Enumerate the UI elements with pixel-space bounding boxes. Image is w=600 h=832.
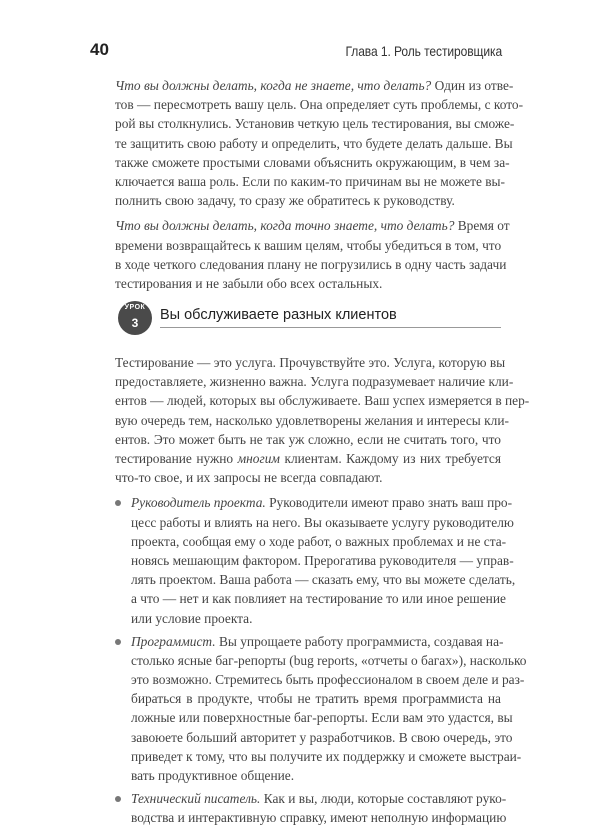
text-segment: цесс работы и влиять на него. Вы оказываете услугу руководителю (131, 514, 514, 530)
text-line (131, 513, 514, 532)
bullet-item (115, 493, 516, 627)
text-segment: Время от (454, 218, 510, 234)
text-line (131, 589, 506, 608)
text-segment: клиентам. Каждому из них требуется (279, 451, 502, 466)
text-segment: проекта, сообщая ему о ходе работ, о важных проблемах и не ста- (131, 533, 507, 549)
running-title: Глава 1. Роль тестировщика (345, 43, 502, 59)
text-line (115, 216, 510, 235)
text-segment: Руководители имеют право знать ваш про- (265, 495, 513, 511)
text-line (115, 274, 501, 293)
text-line (115, 468, 501, 487)
text-line (115, 353, 506, 372)
bullet-list (115, 493, 527, 827)
text-line (131, 651, 527, 670)
text-line (115, 172, 506, 191)
text-line (131, 808, 507, 827)
bullet-icon (115, 796, 121, 802)
text-segment: вую очередь тем, насколько удовлетворены желания и интересы кли- (115, 412, 509, 428)
italic-text: Что вы должны делать, когда не знаете, что делать? (115, 78, 432, 93)
text-segment: новясь мешающим фактором. Прерогатива руководителя — управ- (131, 552, 514, 568)
italic-text: многим (237, 451, 280, 466)
bullet-item (115, 789, 507, 827)
paragraph (115, 353, 530, 487)
text-line (131, 789, 507, 808)
text-segment: те защитить свою работу и определить, что будете делать дальше. Вы (115, 135, 513, 151)
text-segment: бираться в продукте, чтобы не тратить время программиста на (131, 691, 501, 707)
text-line (131, 570, 516, 589)
text-segment: лять проектом. Ваша работа — сказать ему, что вы можете сделать, (131, 572, 516, 588)
text-line (131, 670, 525, 689)
text-line (115, 411, 509, 430)
text-segment: Один из отве- (431, 78, 514, 93)
italic-text: Что вы должны делать, когда точно знаете, что делать? (115, 218, 455, 234)
page-number: 40 (90, 40, 109, 59)
lesson-title: Вы обслуживаете разных клиентов (160, 307, 397, 324)
text-segment: ентов — людей, которых вы обслуживаете. Ваш успех измеряется в пер- (115, 393, 530, 409)
text-line (131, 632, 504, 651)
text-segment: ложные или поверхностные баг-репорты. Если вам это удастся, вы (131, 710, 513, 726)
text-segment: полнить свою задачу, то сразу же обратитесь к руководству. (115, 193, 455, 209)
text-segment: в ходе четкого следования плану не погрузились в одну часть задачи (115, 256, 507, 272)
text-segment: времени возвращайтесь к вашим целям, чтобы убедиться в том, что (115, 237, 502, 253)
text-segment: или условие проекта. (131, 610, 253, 626)
text-line (115, 191, 501, 210)
text-segment: Вы упрощаете работу программиста, создавая на- (215, 633, 504, 649)
text-segment: тестирования и не забыли обо всех остальных. (115, 275, 383, 291)
text-line (115, 391, 530, 410)
text-line (115, 76, 514, 95)
italic-text: Технический писатель. (131, 791, 261, 807)
text-segment: тестирование нужно (115, 451, 238, 466)
text-line (131, 551, 514, 570)
italic-text: Программист. (131, 633, 216, 649)
text-segment: столько ясные баг-репорты (bug reports, «отчеты о багах»), насколько (131, 652, 527, 668)
text-segment: рой вы столкнулись. Установив четкую цель тестирования, вы сможе- (115, 116, 515, 132)
text-line (131, 708, 513, 727)
italic-text: Руководитель проекта. (131, 495, 266, 511)
text-line (115, 153, 510, 172)
text-segment: что-то свое, и их запросы не всегда совпадают. (115, 470, 383, 486)
text-line (115, 372, 514, 391)
text-segment: Тестирование — это услуга. Прочувствуйте это. Услуга, которую вы (115, 355, 506, 371)
text-line (115, 236, 501, 255)
text-segment: Как и вы, люди, которые составляют руко- (260, 791, 507, 807)
bullet-icon (115, 639, 121, 645)
text-segment: ентов. Это может быть не так уж сложно, если не считать того, что (115, 431, 501, 447)
text-segment: тов — пересмотреть вашу цель. Она определяет суть проблемы, с кото- (115, 97, 524, 113)
bullet-icon (115, 500, 121, 506)
text-line (115, 95, 524, 114)
text-line (115, 430, 501, 449)
lesson-divider (160, 327, 501, 328)
text-segment: приведет к тому, что вы получите их поддержку и сможете выстраи- (131, 748, 522, 764)
text-segment: водства и интерактивную справку, имеют неполную информацию (131, 810, 507, 826)
intro-section (115, 76, 524, 293)
text-line (131, 532, 507, 551)
lesson-heading (115, 301, 501, 339)
text-line (115, 114, 515, 133)
text-line (131, 493, 513, 512)
text-line (131, 609, 501, 628)
paragraph (115, 76, 524, 210)
text-line (131, 766, 501, 785)
text-line (115, 449, 501, 468)
text-line (115, 134, 513, 153)
text-line (131, 728, 513, 747)
bullet-item (115, 632, 527, 786)
text-segment: вать продуктивное общение. (131, 768, 295, 783)
text-segment: ключается ваша роль. Если по каким-то причинам вы не можете вы- (115, 173, 506, 189)
paragraph (115, 216, 510, 293)
text-segment: а что — нет и как повлияет на тестирование то или иное решение (131, 591, 506, 607)
text-line (131, 689, 501, 708)
lesson-badge (118, 301, 152, 335)
lesson-badge-word: УРОК (124, 304, 146, 312)
text-segment: завоюете больший авторитет у разработчиков. В свою очередь, это (131, 729, 513, 745)
text-line (115, 255, 507, 274)
body-section (115, 353, 530, 487)
text-segment: также сможете простыми словами объяснить окружающим, в чем за- (115, 154, 510, 170)
text-segment: предоставляете, жизненно важна. Услуга подразумевает наличие кли- (115, 374, 514, 390)
lesson-badge-number: 3 (131, 316, 139, 331)
text-segment: это возможно. Стремитесь быть профессионалом в своем деле и раз- (131, 672, 525, 688)
page-body (115, 76, 530, 832)
